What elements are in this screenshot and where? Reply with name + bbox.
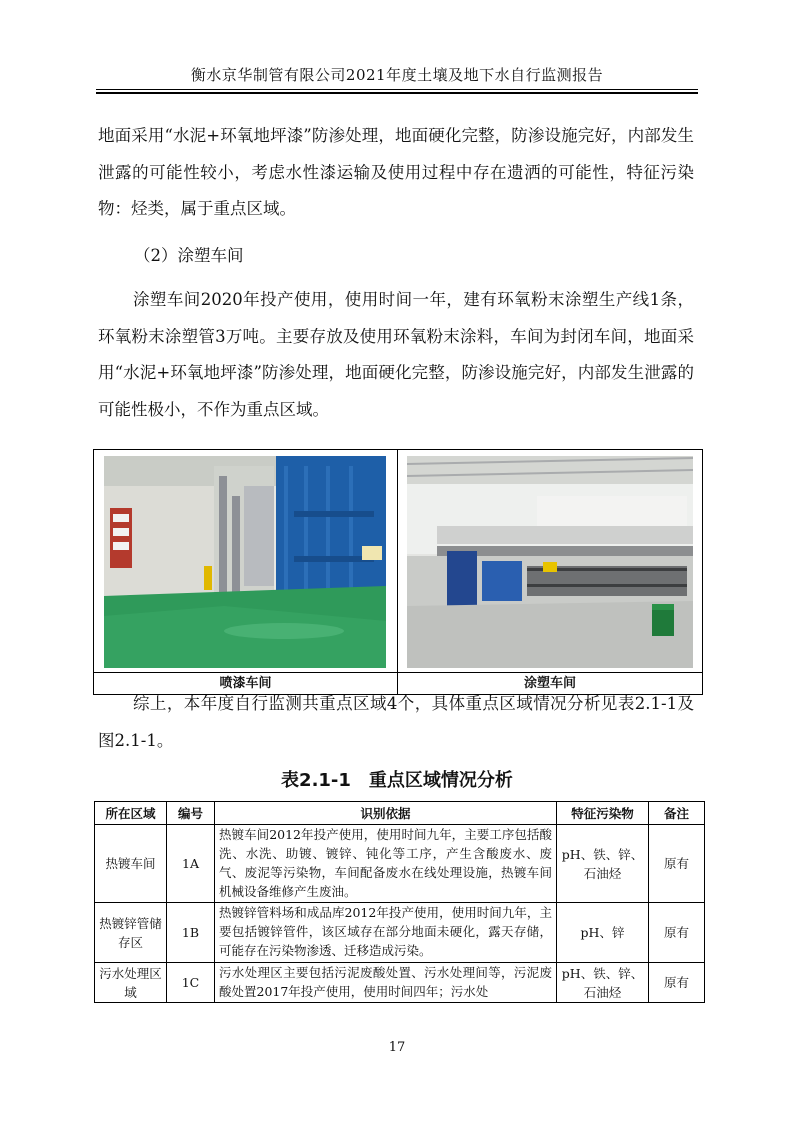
table-title: 表2.1-1 重点区域情况分析 xyxy=(281,770,513,791)
header-area: 所在区域 xyxy=(95,802,167,825)
table-header-row xyxy=(95,802,705,825)
header-code: 编号 xyxy=(167,802,215,825)
cell-note: 原有 xyxy=(649,963,705,1003)
photo-cell-spray xyxy=(94,450,398,672)
cell-basis: 热镀车间2012年投产使用，使用时间九年，主要工序包括酸洗、水洗、助镀、镀锌、钝化等工序，产生含酸废水、废气、废泥等污染物，车间配备废水在线处理设施，热镀车间机械设备维修产生废油。 xyxy=(215,825,557,903)
cell-area: 热镀车间 xyxy=(95,825,167,903)
header-pollutant: 特征污染物 xyxy=(557,802,649,825)
section-heading-coating-workshop: （2）涂塑车间 xyxy=(134,246,244,265)
paragraph-summary: 综上，本年度自行监测共重点区域4个，具体重点区域情况分析见表2.1-1及图2.1-1。 xyxy=(98,694,694,750)
cell-code: 1B xyxy=(167,903,215,963)
photo-table xyxy=(93,449,703,695)
key-area-table xyxy=(94,801,705,1003)
page-header-title: 衡水京华制管有限公司2021年度土壤及地下水自行监测报告 xyxy=(190,66,604,84)
page-number: 17 xyxy=(388,1040,406,1055)
header-rule-thick xyxy=(96,92,698,94)
cell-basis: 污水处理区主要包括污泥废酸处置、污水处理间等，污泥废酸处置2017年投产使用，使用时间四年；污水处 xyxy=(215,963,557,1003)
paragraph-spray-workshop-tail: 地面采用“水泥+环氧地坪漆”防渗处理，地面硬化完整，防渗设施完好，内部发生泄露的可能性较小，考虑水性漆运输及使用过程中存在遗洒的可能性，特征污染物：烃类，属于重点区域。 xyxy=(98,126,694,218)
header-rule xyxy=(96,89,698,90)
caption-coating-workshop: 涂塑车间 xyxy=(523,676,576,691)
spray-workshop-photo xyxy=(104,456,386,668)
photo-cell-coating xyxy=(398,450,702,672)
table-row xyxy=(95,963,705,1003)
cell-code: 1C xyxy=(167,963,215,1003)
cell-note: 原有 xyxy=(649,903,705,963)
cell-area: 热镀锌管储存区 xyxy=(95,903,167,963)
header-basis: 识别依据 xyxy=(215,802,557,825)
cell-pollutant: pH、锌 xyxy=(557,903,649,963)
cell-code: 1A xyxy=(167,825,215,903)
caption-spray-workshop: 喷漆车间 xyxy=(94,673,398,695)
coating-workshop-photo xyxy=(407,456,693,668)
table-row xyxy=(95,825,705,903)
paragraph-coating-workshop: 涂塑车间2020年投产使用，使用时间一年，建有环氧粉末涂塑生产线1条，环氧粉末涂塑管3万吨。主要存放及使用环氧粉末涂料，车间为封闭车间，地面采用“水泥+环氧地坪漆”防渗处理，地面硬化完整，防渗设施完好，内部发生泄露的可能性极小，不作为重点区域。 xyxy=(98,290,694,419)
cell-area: 污水处理区域 xyxy=(95,963,167,1003)
header-note: 备注 xyxy=(649,802,705,825)
cell-note: 原有 xyxy=(649,825,705,903)
cell-basis: 热镀锌管料场和成品库2012年投产使用，使用时间九年，主要包括镀锌管件，该区域存在部分地面未硬化，露天存储，可能存在污染物渗透、迁移造成污染。 xyxy=(215,903,557,963)
cell-pollutant: pH、铁、锌、石油烃 xyxy=(557,825,649,903)
table-row xyxy=(95,903,705,963)
cell-pollutant: pH、铁、锌、石油烃 xyxy=(557,963,649,1003)
